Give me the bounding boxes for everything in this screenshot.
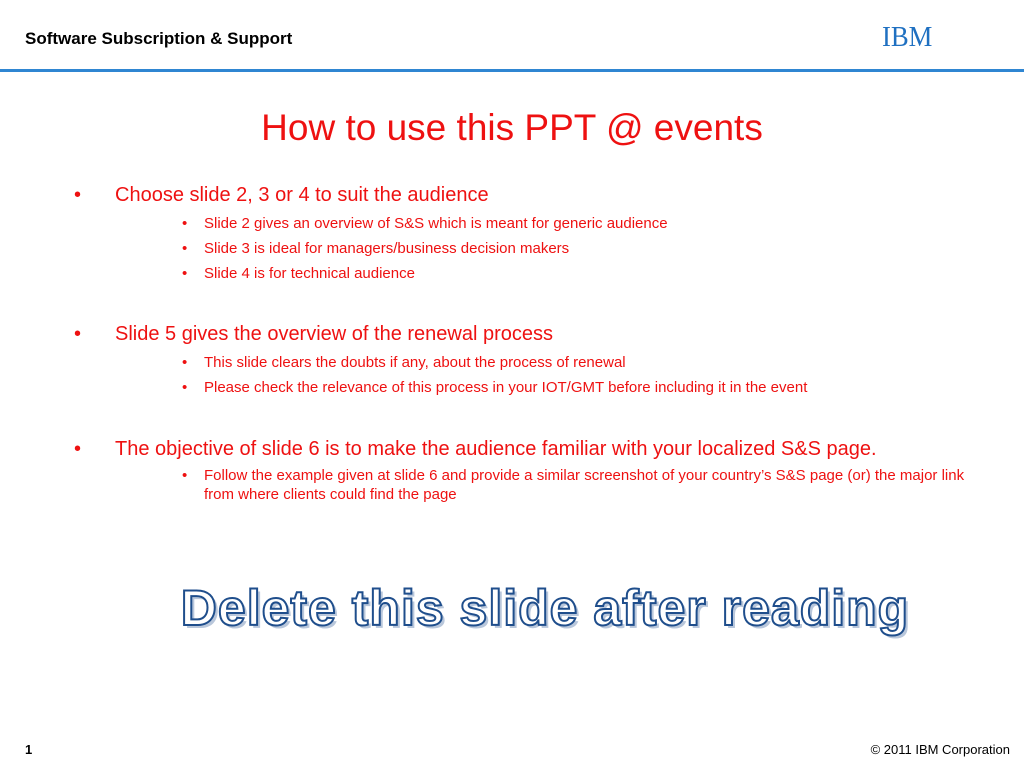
sub-bullet-text: Follow the example given at slide 6 and provide a similar screenshot of your country’s S&S page (or) the major link from where clients could find the page (204, 467, 965, 503)
bullet-icon: • (74, 323, 82, 345)
bullet-icon: • (74, 184, 82, 206)
sub-bullet-text: Please check the relevance of this process in your IOT/GMT before including it in the event (204, 379, 808, 396)
sub-bullet-text: Slide 3 is ideal for managers/business decision makers (204, 240, 570, 257)
bullet-icon: • (182, 265, 188, 282)
sub-bullet-text: Slide 4 is for technical audience (204, 265, 415, 282)
header-title: Software Subscription & Support (25, 29, 293, 48)
sub-bullet-item (0, 466, 1024, 504)
copyright-notice: © 2011 IBM Corporation (870, 742, 1010, 757)
bullet-icon: • (182, 467, 188, 484)
bullet-section-1 (0, 183, 1024, 283)
page-number: 1 (25, 742, 33, 757)
bullet-text: Choose slide 2, 3 or 4 to suit the audience (115, 184, 489, 206)
slide-title: How to use this PPT @ events (261, 107, 763, 148)
bullet-text: The objective of slide 6 is to make the audience familiar with your localized S&S page. (115, 438, 877, 460)
bullet-icon: • (182, 215, 188, 232)
bullet-icon: • (182, 379, 188, 396)
bullet-item (0, 322, 1024, 347)
bullet-text: Slide 5 gives the overview of the renewal process (115, 323, 554, 345)
sub-bullet-text: Slide 2 gives an overview of S&S which is meant for generic audience (204, 215, 668, 232)
bullet-section-3 (0, 437, 1024, 504)
bullet-icon: • (74, 438, 82, 460)
sub-bullet-item (0, 264, 1024, 283)
bullet-icon: • (182, 240, 188, 257)
bullet-icon: • (182, 354, 188, 371)
bullet-section-2 (0, 322, 1024, 397)
delete-slide-note: Delete this slide after reading (180, 580, 910, 636)
sub-bullet-item (0, 239, 1024, 258)
sub-bullet-item (0, 378, 1024, 397)
bullet-item (0, 183, 1024, 208)
ibm-logo: IBM (882, 21, 933, 53)
sub-bullet-item (0, 214, 1024, 233)
sub-bullet-item (0, 353, 1024, 372)
sub-bullet-text: This slide clears the doubts if any, about the process of renewal (204, 354, 626, 371)
bullet-item (0, 437, 1024, 462)
header-divider (0, 69, 1024, 72)
